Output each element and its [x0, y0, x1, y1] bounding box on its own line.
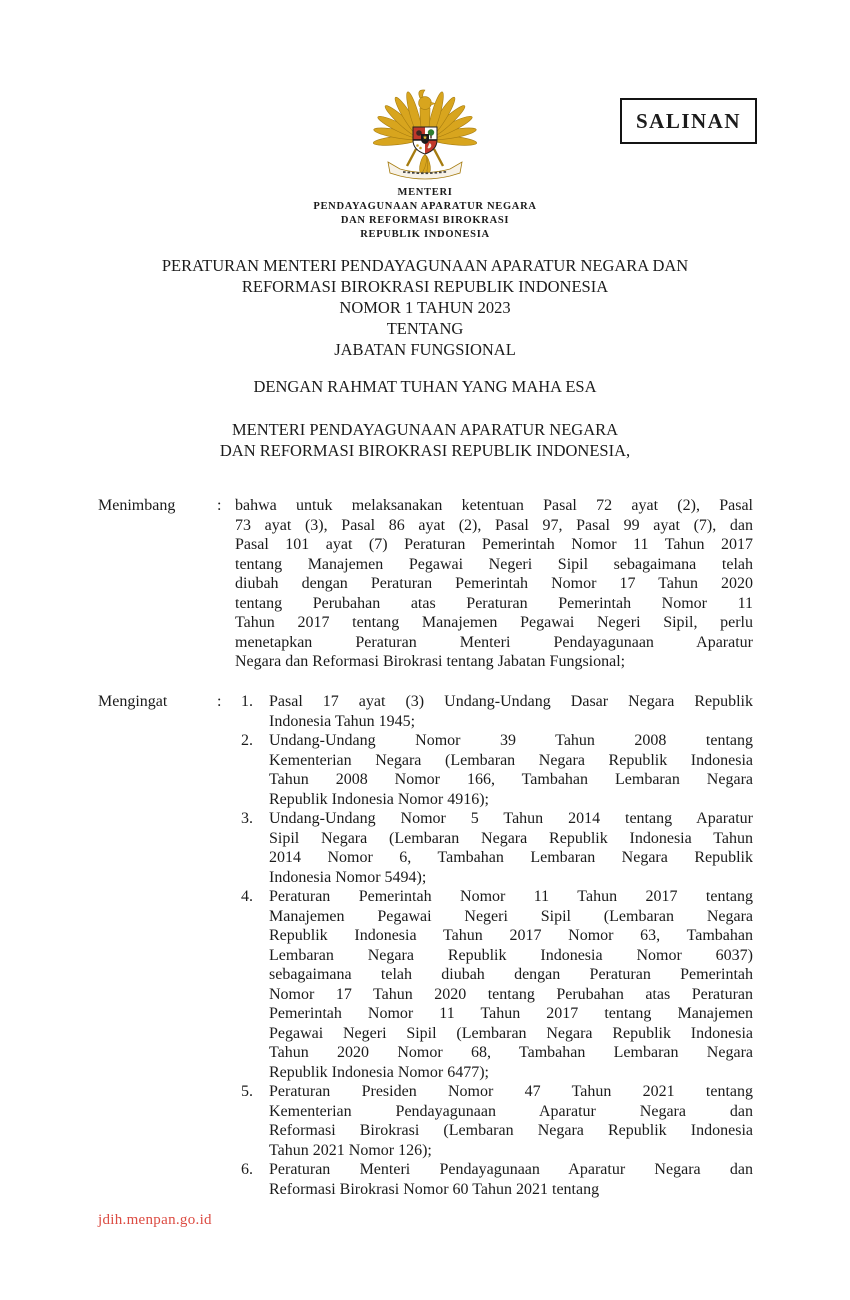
menimbang-label: Menimbang [98, 497, 176, 514]
text-line: 2014 Nomor 6, Tambahan Lembaran Negara Republik [269, 849, 753, 866]
text-line: sebagaimana telah diubah dengan Peraturan Pemerintah [269, 966, 753, 983]
letterhead-line: PENDAYAGUNAAN APARATUR NEGARA [313, 201, 537, 212]
text-line: Sipil Negara (Lembaran Negara Republik Indonesia Tahun [269, 829, 753, 847]
text-line: Undang-Undang Nomor 5 Tahun 2014 tentang Aparatur [269, 810, 753, 827]
authority-block [0, 419, 850, 461]
letterhead-line: DAN REFORMASI BIROKRASI [340, 215, 510, 226]
text-line: Lembaran Negara Republik Indonesia Nomor 6037) [269, 946, 753, 964]
garuda-pancasila-emblem [370, 86, 480, 180]
title-line: TENTANG [386, 319, 464, 338]
text-line: bahwa untuk melaksanakan ketentuan Pasal 72 ayat (2), Pasal [235, 497, 753, 514]
text-line: Manajemen Pegawai Negeri Sipil (Lembaran Negara [269, 907, 753, 925]
list-item-lines [269, 1160, 753, 1199]
title-line: JABATAN FUNGSIONAL [334, 340, 516, 359]
text-line: Indonesia Nomor 5494); [269, 868, 427, 886]
list-item-number: 3. [241, 810, 253, 827]
menimbang-paragraph [235, 496, 753, 672]
text-line: Tahun 2021 Nomor 126); [269, 1141, 432, 1159]
text-line: diubah dengan Peraturan Pemerintah Nomor 17 Tahun 2020 [235, 575, 753, 592]
text-line: Nomor 17 Tahun 2020 tentang Perubahan atas Peraturan [269, 985, 753, 1003]
text-line: Undang-Undang Nomor 39 Tahun 2008 tentang [269, 732, 753, 749]
text-line: Pasal 17 ayat (3) Undang-Undang Dasar Negara Republik [269, 693, 753, 710]
invocation-line: DENGAN RAHMAT TUHAN YANG MAHA ESA [253, 377, 597, 396]
menimbang-section [98, 496, 753, 672]
text-line: Reformasi Birokrasi (Lembaran Negara Republik Indonesia [269, 1122, 753, 1139]
text-line: 73 ayat (3), Pasal 86 ayat (2), Pasal 97, Pasal 99 ayat (7), dan [235, 516, 753, 534]
list-item-number: 5. [241, 1083, 253, 1100]
regulation-title [0, 255, 850, 360]
mengingat-colon: : [217, 693, 222, 710]
list-item-number: 4. [241, 888, 253, 905]
menimbang-colon: : [217, 497, 222, 514]
text-line: Peraturan Menteri Pendayagunaan Aparatur Negara dan [269, 1161, 753, 1178]
list-item [235, 731, 753, 809]
text-line: Republik Indonesia Nomor 4916); [269, 790, 489, 808]
salinan-label: SALINAN [635, 108, 742, 133]
mengingat-list [235, 692, 753, 1199]
text-line: Pasal 101 ayat (7) Peraturan Pemerintah Nomor 11 Tahun 2017 [235, 536, 753, 553]
letterhead-line: REPUBLIK INDONESIA [360, 229, 490, 240]
text-line: Pemerintah Nomor 11 Tahun 2017 tentang Manajemen [269, 1005, 753, 1022]
list-item-lines [269, 809, 753, 887]
authority-line: DAN REFORMASI BIROKRASI REPUBLIK INDONESIA, [219, 441, 631, 460]
text-line: Tahun 2017 tentang Manajemen Pegawai Negeri Sipil, perlu [235, 614, 753, 631]
list-item-number: 1. [241, 693, 253, 710]
title-line: REFORMASI BIROKRASI REPUBLIK INDONESIA [241, 277, 609, 296]
list-item-lines [269, 887, 753, 1082]
list-item [235, 1160, 753, 1199]
salinan-stamp [620, 98, 757, 144]
list-item-number: 6. [241, 1161, 253, 1178]
list-item [235, 1082, 753, 1160]
list-item-lines [269, 692, 753, 731]
title-line: NOMOR 1 TAHUN 2023 [339, 298, 511, 317]
text-line: Negara dan Reformasi Birokrasi tentang Jabatan Fungsional; [235, 653, 626, 670]
list-item [235, 887, 753, 1082]
letterhead-line: MENTERI [397, 187, 453, 198]
title-block [0, 255, 850, 461]
list-item [235, 692, 753, 731]
list-item-lines [269, 1082, 753, 1160]
text-line: Pegawai Negeri Sipil (Lembaran Negara Republik Indonesia [269, 1024, 753, 1042]
mengingat-section [98, 692, 753, 1199]
list-item-lines [269, 731, 753, 809]
list-item [235, 809, 753, 887]
text-line: Tahun 2020 Nomor 68, Tambahan Lembaran Negara [269, 1044, 753, 1061]
text-line: Kementerian Pendayagunaan Aparatur Negara dan [269, 1102, 753, 1120]
text-line: Kementerian Negara (Lembaran Negara Republik Indonesia [269, 751, 753, 769]
mengingat-label: Mengingat [98, 693, 168, 710]
text-line: Peraturan Pemerintah Nomor 11 Tahun 2017 tentang [269, 888, 753, 905]
ministry-letterhead [0, 186, 850, 242]
text-line: tentang Perubahan atas Peraturan Pemerintah Nomor 11 [235, 594, 753, 612]
title-line: PERATURAN MENTERI PENDAYAGUNAAN APARATUR NEGARA DAN [161, 256, 689, 275]
text-line: Republik Indonesia Tahun 2017 Nomor 63, Tambahan [269, 927, 753, 944]
text-line: Reformasi Birokrasi Nomor 60 Tahun 2021 tentang [269, 1180, 600, 1198]
text-line: Republik Indonesia Nomor 6477); [269, 1063, 489, 1081]
text-line: Peraturan Presiden Nomor 47 Tahun 2021 tentang [269, 1083, 753, 1100]
text-line: Indonesia Tahun 1945; [269, 712, 416, 730]
authority-line: MENTERI PENDAYAGUNAAN APARATUR NEGARA [231, 420, 619, 439]
text-line: Tahun 2008 Nomor 166, Tambahan Lembaran Negara [269, 771, 753, 788]
text-line: tentang Manajemen Pegawai Negeri Sipil sebagaimana telah [235, 555, 753, 573]
text-line: menetapkan Peraturan Menteri Pendayagunaan Aparatur [235, 633, 753, 651]
jdih-footer-link[interactable]: jdih.menpan.go.id [98, 1212, 212, 1228]
list-item-number: 2. [241, 732, 253, 749]
